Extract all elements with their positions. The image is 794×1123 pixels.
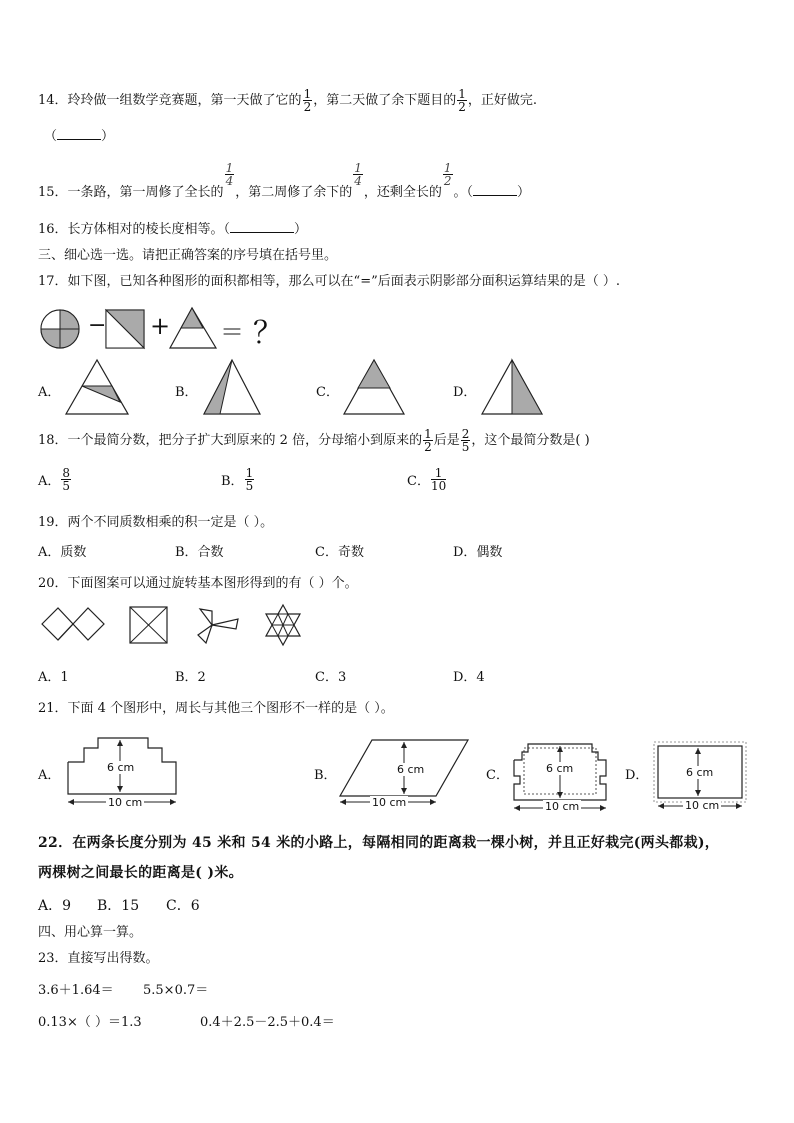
q21-option-d-width-label: 10 cm	[685, 799, 720, 812]
q14-text-1: 玲玲做一组数学竞赛题，第一天做了它的	[67, 93, 302, 108]
q20-option-b[interactable]: B．2	[175, 670, 206, 685]
q21-option-b-width-label: 10 cm	[372, 796, 407, 809]
q21-option-d-height-label: 6 cm	[686, 766, 714, 779]
q15-text-3: ，还剩全长的	[363, 185, 442, 200]
q21-option-d-label[interactable]: D．	[625, 768, 649, 783]
q18-option-a-fraction: $\frac{8}{5}$	[62, 466, 71, 493]
q18-text-1: 18．一个最简分数，把分子扩大到原来的 2 倍，分母缩小到原来的	[38, 433, 423, 448]
q17-question-mark: ？	[253, 316, 283, 351]
q15-text-1: 一条路，第一周修了全长的	[67, 185, 224, 200]
question-22-line-2: 两棵树之间最长的距离是( )米。	[38, 865, 243, 881]
q20-option-d[interactable]: D．4	[453, 670, 485, 685]
q21-option-a-label[interactable]: A．	[38, 768, 61, 783]
q23-item-2[interactable]: 5.5×0.7＝	[143, 983, 209, 998]
question-22-line-1: 22．在两条长度分别为 45 米和 54 米的小路上，每隔相同的距离栽一棵小树，并且正好栽完(两头都栽)，	[38, 835, 720, 851]
question-19: 19．两个不同质数相乘的积一定是（ ）。	[38, 515, 274, 530]
q14-text-2: ，第二天做了余下题目的	[313, 93, 457, 108]
q21-option-c-label[interactable]: C．	[486, 768, 509, 783]
q22-option-b[interactable]: B．15	[97, 898, 140, 914]
q20-pattern-crossed-square	[128, 605, 170, 645]
q19-option-b[interactable]: B．合数	[175, 545, 224, 560]
q21-option-a-height-label: 6 cm	[107, 761, 135, 774]
question-18	[38, 428, 590, 453]
q17-circle-shape	[41, 310, 79, 348]
q20-pattern-hexagram	[260, 603, 306, 647]
question-21: 21．下面 4 个图形中，周长与其他三个图形不一样的是（ ）。	[38, 701, 394, 716]
q23-item-4[interactable]: 0.4＋2.5－2.5＋0.4＝	[200, 1015, 335, 1030]
q14-fraction-1: $\frac{1}{2}$	[303, 87, 312, 114]
q17-option-c-figure[interactable]	[342, 358, 406, 416]
q14-text-3: ，正好做完.	[467, 93, 537, 108]
question-16: 16．长方体相对的棱长度相等。（ ）	[38, 222, 308, 237]
q17-option-a-label[interactable]: A．	[38, 385, 61, 400]
q20-pattern-folded-squares	[40, 604, 106, 646]
q16-text: 16．长方体相对的棱长度相等。（	[38, 222, 231, 237]
q14-answer-blank[interactable]	[57, 127, 101, 140]
q17-square-shape	[106, 310, 144, 348]
q21-option-a-width-label: 10 cm	[108, 796, 143, 809]
q18-text-2: 后是	[433, 433, 460, 448]
q17-equals-sign: ＝	[220, 318, 244, 346]
q19-option-c[interactable]: C．奇数	[315, 545, 364, 560]
q18-option-c[interactable]: C． $\frac{1}{10}$	[407, 466, 447, 493]
q18-option-b-fraction: $\frac{1}{5}$	[245, 466, 254, 493]
q19-option-a[interactable]: A．质数	[38, 545, 87, 560]
question-17: 17．如下图，已知各种图形的面积都相等，那么可以在“=”后面表示阴影部分面积运算结果的是（ ）.	[38, 274, 620, 289]
question-23: 23．直接写出得数。	[38, 951, 159, 966]
q17-plus-sign: +	[150, 312, 171, 340]
q22-option-a[interactable]: A．9	[38, 898, 72, 914]
q15-fraction-2: $\frac{1}{4}$	[354, 161, 362, 188]
q17-option-b-figure[interactable]	[202, 358, 262, 416]
q18-fraction-1: $\frac{1}{2}$	[424, 427, 432, 454]
q17-option-d-figure[interactable]	[480, 358, 544, 416]
q18-text-3: ，这个最简分数是( )	[471, 433, 590, 448]
q14-fraction-2: $\frac{1}{2}$	[458, 87, 466, 114]
q15-number: 15．	[38, 185, 68, 200]
q18-option-b[interactable]: B． $\frac{1}{5}$	[221, 466, 254, 493]
q20-pattern-pinwheel	[194, 605, 242, 647]
q17-option-d-label[interactable]: D．	[453, 385, 477, 400]
q21-option-b-height-label: 6 cm	[397, 763, 425, 776]
q19-option-d[interactable]: D．偶数	[453, 545, 503, 560]
section-3-heading: 三、细心选一选。请把正确答案的序号填在括号里。	[38, 248, 338, 263]
question-14	[38, 88, 537, 113]
q22-option-c[interactable]: C．6	[166, 898, 200, 914]
q20-option-c[interactable]: C．3	[315, 670, 347, 685]
q17-option-c-label[interactable]: C．	[316, 385, 339, 400]
q21-option-b-label[interactable]: B．	[314, 768, 337, 783]
q16-answer-blank[interactable]	[230, 220, 294, 233]
q18-fraction-2: $\frac{2}{5}$	[461, 427, 470, 454]
q17-option-a-figure[interactable]	[64, 358, 130, 416]
q18-option-c-fraction: $\frac{1}{10}$	[430, 466, 447, 493]
question-15: 15．一条路，第一周修了全长的 $\frac{1}{4}$ ，第二周修了余下的 $\frac{1}{4}$ ，还剩全长的 $\frac{1}{2}$ 。（ ）	[38, 161, 531, 200]
q15-fraction-3: $\frac{1}{2}$	[443, 161, 452, 188]
section-4-heading: 四、用心算一算。	[38, 925, 143, 940]
q14-answer[interactable]: （ ）	[44, 129, 115, 144]
q23-item-1[interactable]: 3.6＋1.64＝	[38, 983, 114, 998]
q14-number: 14．	[38, 93, 68, 108]
q20-option-a[interactable]: A．1	[38, 670, 69, 685]
q17-triangle-shape	[170, 308, 216, 348]
q15-answer-blank[interactable]	[473, 183, 517, 196]
q15-fraction-1: $\frac{1}{4}$	[225, 161, 234, 188]
q17-minus-sign: −	[88, 313, 107, 338]
q23-item-3[interactable]: 0.13×（ ）＝1.3	[38, 1015, 142, 1030]
q21-option-c-width-label: 10 cm	[545, 800, 580, 813]
q21-option-c-height-label: 6 cm	[546, 762, 574, 775]
q18-option-a[interactable]: A． $\frac{8}{5}$	[38, 466, 71, 493]
q17-option-b-label[interactable]: B．	[175, 385, 198, 400]
question-20: 20．下面图案可以通过旋转基本图形得到的有（ ）个。	[38, 576, 358, 591]
q15-text-2: ，第二周修了余下的	[235, 185, 353, 200]
